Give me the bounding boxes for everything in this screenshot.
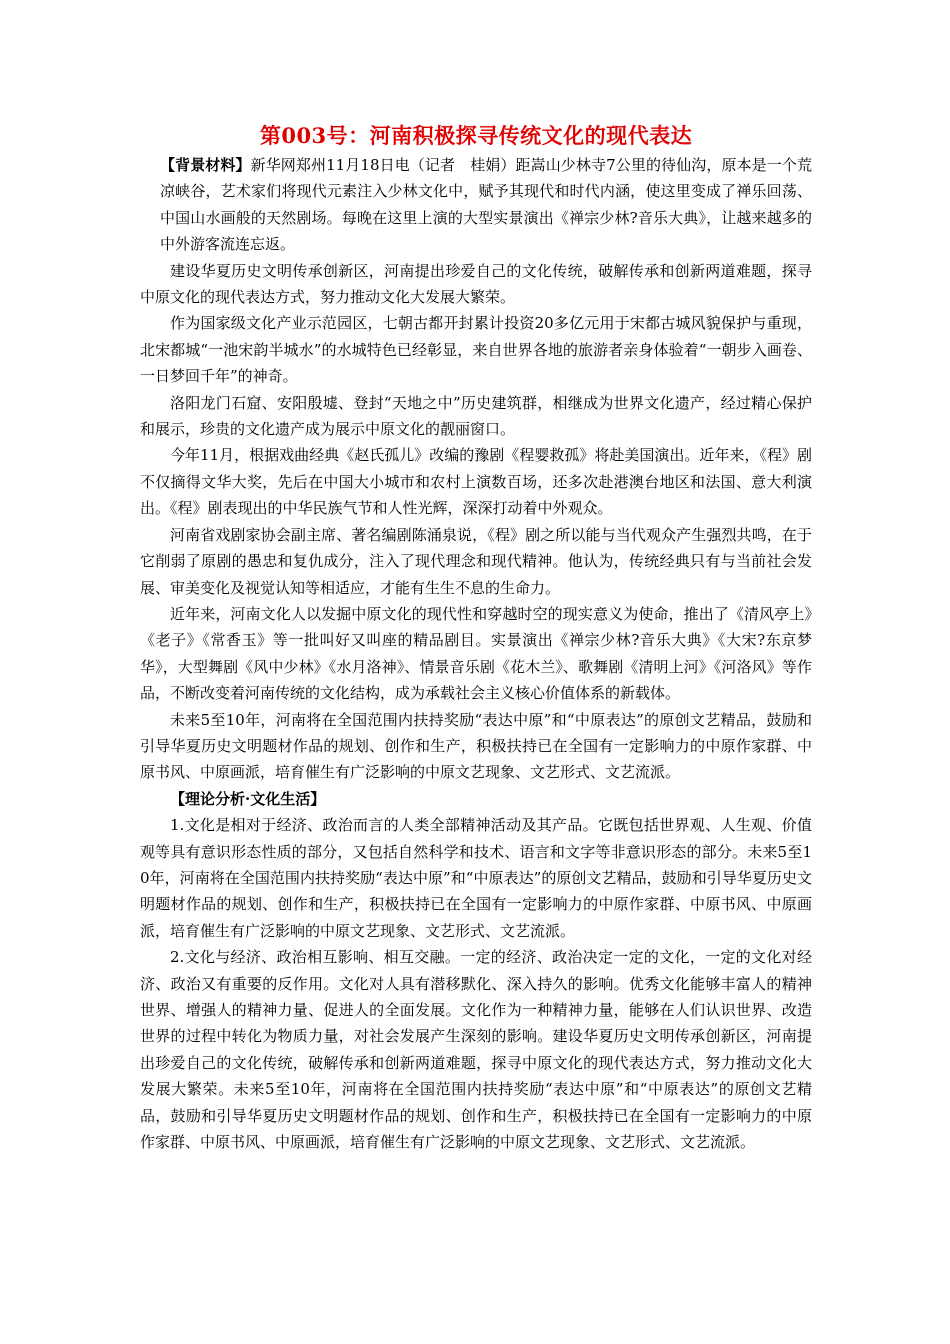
- background-paragraph: 洛阳龙门石窟、安阳殷墟、登封“天地之中”历史建筑群，相继成为世界文化遗产，经过精心保护和展示，珍贵的文化遗产成为展示中原文化的靓丽窗口。: [140, 393, 812, 439]
- background-paragraph: 河南省戏剧家协会副主席、著名编剧陈涌泉说，《程》剧之所以能与当代观众产生强烈共鸣，在于它削弱了原剧的愚忠和复仇成分，注入了现代理念和现代精神。他认为，传统经典只有与当前社会发展、审美变化及视觉认知等相适应，才能有生生不息的生命力。: [140, 525, 812, 597]
- analysis-heading: 【理论分析·文化生活】: [170, 789, 326, 808]
- background-label: 【背景材料】: [160, 156, 251, 174]
- background-first-paragraph: [140, 152, 812, 258]
- background-paragraph: 作为国家级文化产业示范园区，七朝古都开封累计投资20多亿元用于宋都古城风貌保护与重现，北宋都城“一池宋韵半城水”的水城特色已经彰显，来自世界各地的旅游者亲身体验着“一朝步入画卷、一日梦回千年”的神奇。: [140, 314, 812, 386]
- document-title: 第003号：河南积极探寻传统文化的现代表达: [259, 123, 693, 148]
- background-first-text: 新华网郑州11月18日电（记者 桂娟）距嵩山少林寺7公里的待仙沟，原本是一个荒凉峡谷，艺术家们将现代元素注入少林文化中，赋予其现代和时代内涵，使这里变成了禅乐回荡、中国山水画般的天然剧场。每晚在这里上演的大型实景演出《禅宗少林?音乐大典》，让越来越多的中外游客流连忘返。: [160, 156, 812, 254]
- analysis-paragraph: 2.文化与经济、政治相互影响、相互交融。一定的经济、政治决定一定的文化，一定的文化对经济、政治又有重要的反作用。文化对人具有潜移默化、深入持久的影响。优秀文化能够丰富人的精神世界、增强人的精神力量、促进人的全面发展。文化作为一种精神力量，能够在人们认识世界、改造世界的过程中转化为物质力量，对社会发展产生深刻的影响。建设华夏历史文明传承创新区，河南提出珍爱自己的文化传统，破解传承和创新两道难题，探寻中原文化的现代表达方式，努力推动文化大发展大繁荣。未来5至10年，河南将在全国范围内扶持奖励“表达中原”和“中原表达”的原创文艺精品，鼓励和引导华夏历史文明题材作品的规划、创作和生产，积极扶持已在全国有一定影响力的中原作家群、中原书风、中原画派，培育催生有广泛影响的中原文艺现象、文艺形式、文艺流派。: [140, 948, 812, 1152]
- background-paragraph: 近年来，河南文化人以发掘中原文化的现代性和穿越时空的现实意义为使命，推出了《清风亭上》《老子》《常香玉》等一批叫好又叫座的精品剧目。实景演出《禅宗少林?音乐大典》《大宋?东京梦华》，大型舞剧《风中少林》《水月洛神》、情景音乐剧《花木兰》、歌舞剧《清明上河》《河洛风》等作品，不断改变着河南传统的文化结构，成为承载社会主义核心价值体系的新载体。: [140, 604, 812, 703]
- background-paragraph: 建设华夏历史文明传承创新区，河南提出珍爱自己的文化传统，破解传承和创新两道难题，探寻中原文化的现代表达方式，努力推动文化大发展大繁荣。: [140, 261, 812, 307]
- document-page: [140, 120, 812, 1155]
- background-paragraph: 今年11月，根据戏曲经典《赵氏孤儿》改编的豫剧《程婴救孤》将赴美国演出。近年来，《程》剧不仅摘得文华大奖，先后在中国大小城市和农村上演数百场，还多次赴港澳台地区和法国、意大利演出。《程》剧表现出的中华民族气节和人性光辉，深深打动着中外观众。: [140, 446, 812, 518]
- background-paragraph: 未来5至10年，河南将在全国范围内扶持奖励“表达中原”和“中原表达”的原创文艺精品，鼓励和引导华夏历史文明题材作品的规划、创作和生产，积极扶持已在全国有一定影响力的中原作家群、中原书风、中原画派，培育催生有广泛影响的中原文艺现象、文艺形式、文艺流派。: [140, 710, 812, 782]
- analysis-paragraph: 1.文化是相对于经济、政治而言的人类全部精神活动及其产品。它既包括世界观、人生观、价值观等具有意识形态性质的部分，又包括自然科学和技术、语言和文字等非意识形态的部分。未来5至10年，河南将在全国范围内扶持奖励“表达中原”和“中原表达”的原创文艺精品，鼓励和引导华夏历史文明题材作品的规划、创作和生产，积极扶持已在全国有一定影响力的中原作家群、中原书风、中原画派，培育催生有广泛影响的中原文艺现象、文艺形式、文艺流派。: [140, 816, 812, 940]
